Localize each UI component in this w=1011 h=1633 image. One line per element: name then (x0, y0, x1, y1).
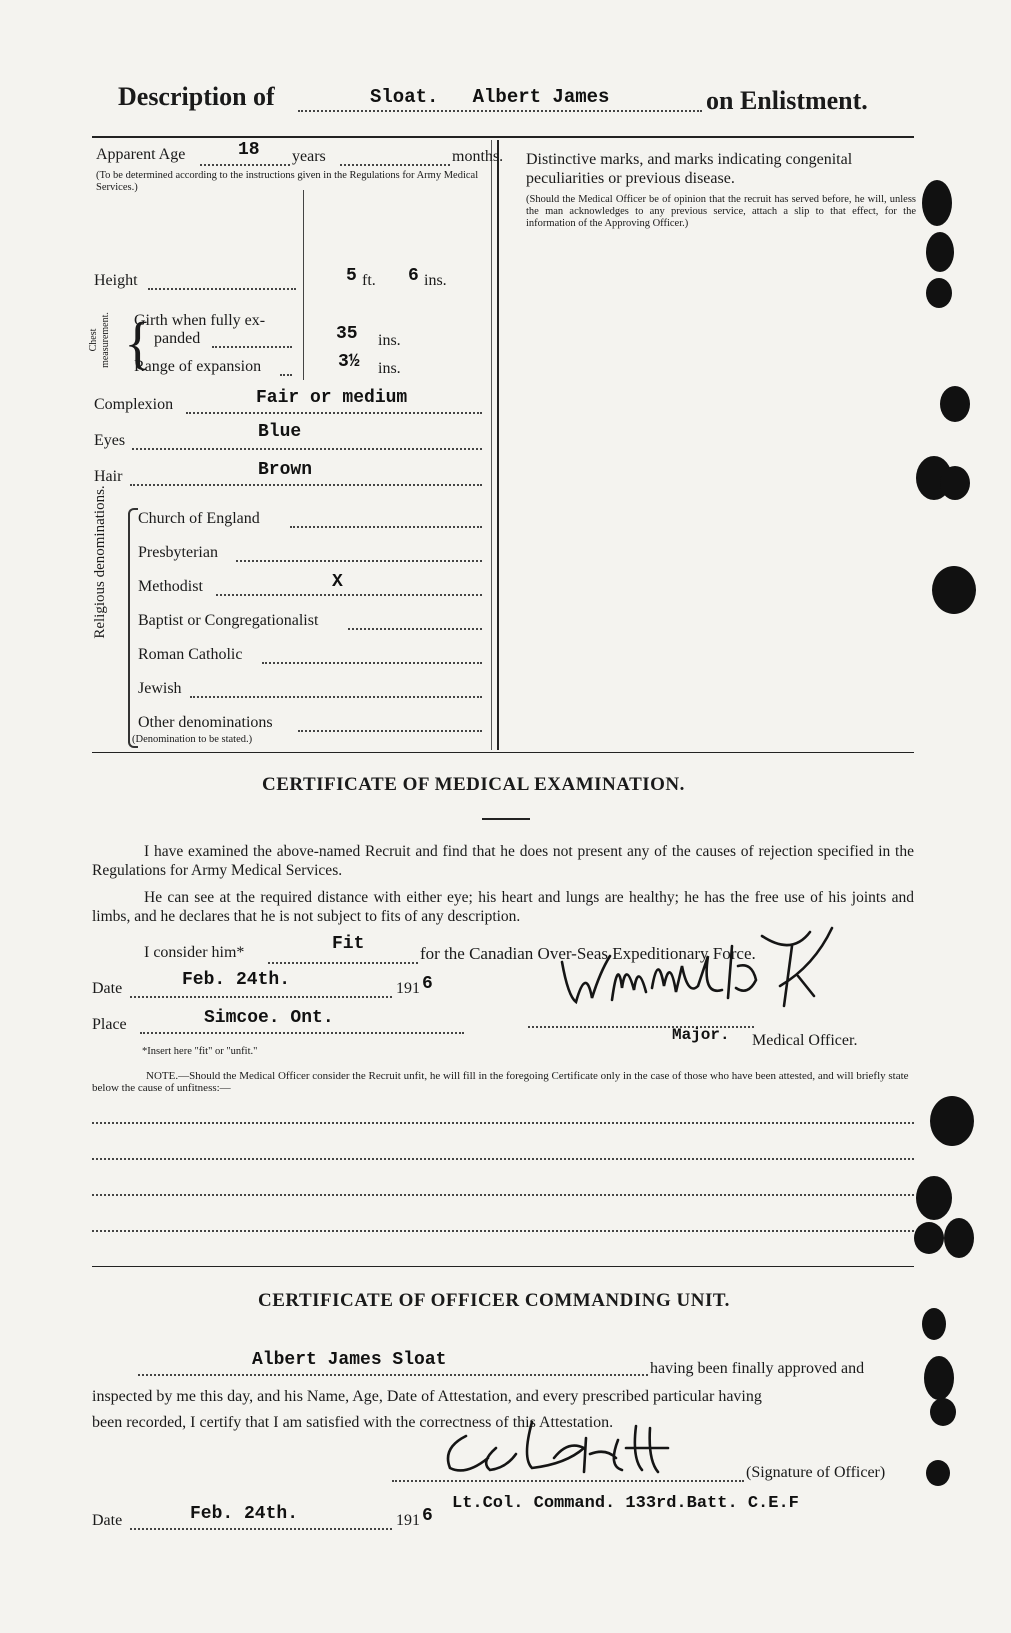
ft-label: ft. (362, 272, 376, 289)
height-line-1 (148, 288, 296, 290)
officer-rank: Major. (672, 1026, 730, 1044)
medical-date-label: Date (92, 980, 123, 997)
height-label: Height (94, 272, 138, 289)
religion-other: Other denominations (138, 714, 273, 731)
chest-brace: { (124, 310, 152, 375)
distinctive-marks-title: Distinctive marks, and marks indicating congenital peculiarities or previous disease. (526, 151, 853, 187)
medical-para-1: I have examined the above-named Recruit and find that he does not present any of the causes of rejection specified in the Regulations for Army Medical Services. (92, 843, 914, 879)
commanding-officer-title: Lt.Col. Command. 133rd.Batt. C.E.F (452, 1494, 799, 1513)
range-unit: ins. (378, 360, 401, 377)
religion-line-2 (216, 594, 482, 596)
eyes-value: Blue (258, 422, 302, 442)
complexion-value: Fair or medium (256, 388, 408, 408)
religion-methodist-mark: X (332, 572, 343, 592)
punch-hole-blot (926, 1460, 950, 1486)
girth-label-1: Girth when fully ex- (134, 312, 266, 329)
age-years-line (200, 164, 290, 166)
medical-date-value: Feb. 24th. (182, 970, 291, 990)
age-months-line (340, 164, 450, 166)
unfitness-line-1 (92, 1122, 914, 1124)
commanding-date-line (130, 1528, 392, 1530)
height-ins-label: ins. (424, 272, 447, 289)
age-years-value: 18 (238, 140, 260, 160)
commanding-name-line (138, 1374, 648, 1376)
unfitness-line-4 (92, 1230, 914, 1232)
religion-presbyterian: Presbyterian (138, 544, 218, 561)
months-label: months. (452, 148, 504, 165)
punch-hole-blot (944, 1218, 974, 1258)
medical-year-prefix: 191 (396, 980, 420, 997)
place-label: Place (92, 1016, 127, 1033)
punch-hole-blot (930, 1096, 974, 1146)
punch-hole-blot (914, 1222, 944, 1254)
girth-unit: ins. (378, 332, 401, 349)
signature-label: (Signature of Officer) (746, 1464, 886, 1481)
commanding-line-3: been recorded, I certify that I am satisfied with the correctness of this Attestation. (92, 1414, 614, 1431)
header-prefix: Description of (118, 82, 275, 111)
section-divider-2 (92, 1266, 914, 1267)
range-value: 3½ (338, 352, 360, 372)
girth-value: 35 (336, 324, 358, 344)
left-inner-divider (303, 190, 304, 380)
punch-hole-blot (922, 180, 952, 226)
punch-hole-blot (924, 1356, 954, 1400)
header-name-line (298, 110, 702, 112)
top-border (92, 136, 914, 138)
height-ft-value: 5 (346, 266, 357, 286)
religion-roman-catholic: Roman Catholic (138, 646, 243, 663)
range-label: Range of expansion (134, 358, 262, 375)
years-label: years (292, 148, 326, 165)
punch-hole-blot (930, 1398, 956, 1426)
commanding-line-2: inspected by me this day, and his Name, Age, Date of Attestation, and every prescribed particular having (92, 1388, 762, 1405)
religion-line-1 (236, 560, 482, 562)
medical-para-2: He can see at the required distance with either eye; his heart and lungs are healthy; he has the free use of his joints and limbs, and he declares that he is not subject to fits of any description. (92, 889, 914, 925)
chest-measurement-label: Chest measurement. (88, 312, 111, 368)
unfitness-line-2 (92, 1158, 914, 1160)
commanding-line-1-suffix: having been finally approved and (650, 1360, 865, 1377)
punch-hole-blot (926, 278, 952, 308)
religion-line-0 (290, 526, 482, 528)
medical-date-line (130, 996, 392, 998)
distinctive-marks-note: (Should the Medical Officer be of opinion that the recruit has served before, he will, unless the man acknowledges to any previous service, attach a slip to that effect, for the information of the Approving Officer.) (526, 194, 916, 229)
consider-value: Fit (332, 934, 365, 954)
place-value: Simcoe. Ont. (204, 1008, 334, 1028)
hair-label: Hair (94, 468, 123, 485)
commanding-year-prefix: 191 (396, 1512, 420, 1529)
punch-hole-blot (922, 1308, 946, 1340)
commanding-officer-signature (436, 1418, 736, 1484)
punch-hole-blot (932, 566, 976, 614)
religion-methodist: Methodist (138, 578, 203, 595)
complexion-line (186, 412, 482, 414)
punch-hole-blot (940, 466, 970, 500)
commanding-date-label: Date (92, 1512, 123, 1529)
hair-value: Brown (258, 460, 313, 480)
medical-heading-rule (482, 818, 530, 820)
eyes-line (132, 448, 482, 450)
place-line (140, 1032, 464, 1034)
religion-baptist: Baptist or Congregationalist (138, 612, 319, 629)
consider-line (268, 962, 418, 964)
eyes-label: Eyes (94, 432, 126, 449)
religion-line-3 (348, 628, 482, 630)
medical-note: NOTE.—Should the Medical Officer consider the Recruit unfit, he will fill in the foregoing Certificate only in the case of those who have been attested, and will briefly state below the cause of unfitness:— (92, 1070, 909, 1094)
consider-suffix: for the Canadian Over-Seas Expeditionary Force. (420, 944, 756, 963)
unfitness-line-3 (92, 1194, 914, 1196)
religion-church-of-england: Church of England (138, 510, 260, 527)
commanding-year-value: 6 (422, 1506, 433, 1526)
range-line (280, 374, 292, 376)
section-divider-1 (92, 752, 914, 753)
commanding-heading: CERTIFICATE OF OFFICER COMMANDING UNIT. (258, 1290, 730, 1311)
girth-label-2: panded (154, 330, 201, 347)
signature-line (392, 1480, 744, 1482)
hair-line (130, 484, 482, 486)
consider-label: I consider him* (144, 944, 245, 961)
medical-heading: CERTIFICATE OF MEDICAL EXAMINATION. (262, 774, 685, 795)
religion-line-5 (190, 696, 482, 698)
medical-officer-label: Medical Officer. (752, 1032, 858, 1049)
height-in-value: 6 (408, 266, 419, 286)
religion-line-6 (298, 730, 482, 732)
complexion-label: Complexion (94, 396, 174, 413)
girth-line (212, 346, 292, 348)
medical-officer-signature (552, 926, 872, 1016)
apparent-age-label: Apparent Age (96, 146, 186, 163)
punch-hole-blot (916, 1176, 952, 1220)
insert-note: *Insert here "fit" or "unfit." (142, 1046, 258, 1057)
medical-year-value: 6 (422, 974, 433, 994)
punch-hole-blot (926, 232, 954, 272)
header-name-value: Sloat. Albert James (370, 86, 610, 108)
center-divider-2 (491, 140, 492, 750)
header-suffix: on Enlistment. (706, 86, 868, 115)
age-note: (To be determined according to the instructions given in the Regulations for Army Medical Services.) (96, 170, 479, 193)
commanding-date-value: Feb. 24th. (190, 1504, 299, 1524)
commanding-name-value: Albert James Sloat (252, 1350, 447, 1370)
punch-hole-blot (940, 386, 970, 422)
religion-line-4 (262, 662, 482, 664)
center-divider (497, 140, 499, 750)
religion-jewish: Jewish (138, 680, 182, 697)
religion-brace (128, 508, 138, 748)
religion-label: Religious denominations. (92, 485, 108, 639)
denomination-note: (Denomination to be stated.) (132, 734, 253, 745)
